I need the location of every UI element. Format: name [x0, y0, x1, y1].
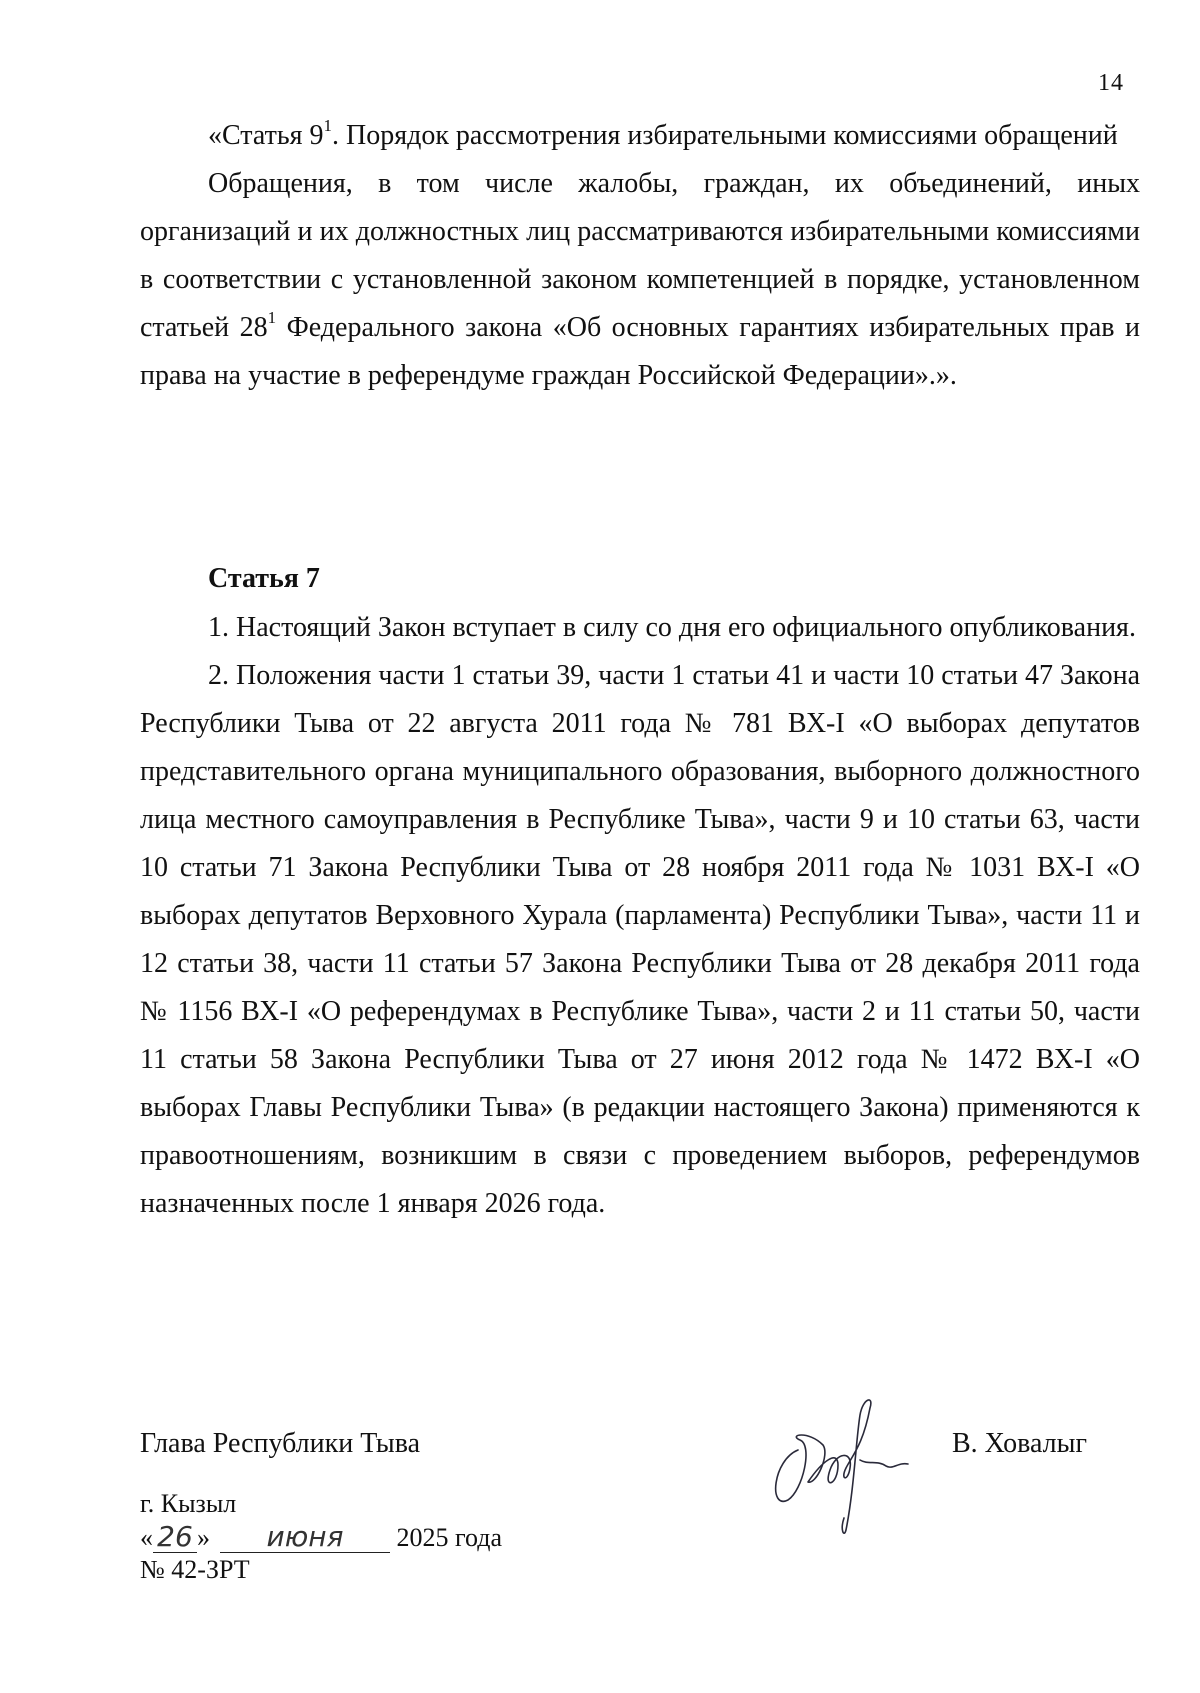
article-9-1-body: Обращения, в том числе жалобы, граждан, их объединений, иных организаций и их должностных лиц рассматриваются избирательными комиссиями в соответствии с установленной законом компетенцией в порядке, установленном статьей $28^1$ Федерального закона «Об основных гарантиях избирательных прав и права на участие в референдуме граждан Российской Федерации».». [140, 168, 1140, 391]
article-7-point-1: 1. Настоящий Закон вступает в силу со дня его официального опубликования. [208, 612, 1136, 643]
handwritten-signature [768, 1390, 928, 1540]
page-number: 14 [1098, 70, 1124, 96]
signing-date: « 26 » июня 2025 года [140, 1520, 503, 1553]
signer-name: В. Ховалыг [952, 1428, 1087, 1459]
article-7-heading: Статья 7 [208, 563, 320, 594]
position-title: Глава Республики Тыва [140, 1428, 421, 1459]
date-year: 2025 года [396, 1523, 503, 1552]
article-7-section [140, 604, 1140, 1228]
article-9-1-heading: «Статья $9^1$. Порядок рассмотрения избирательными комиссиями обращений [208, 116, 1118, 151]
law-number: № 42-ЗРТ [140, 1555, 250, 1584]
article-7-point-2: 2. Положения части 1 статьи 39, части 1 статьи 41 и части 10 статьи 47 Закона Республики Тыва от 22 августа 2011 года № 781 ВХ-I «О выборах депутатов представительного органа муниципального образования, выборного должностного лица местного самоуправления в Республике Тыва», части 9 и 10 статьи 63, части 10 статьи 71 Закона Республики Тыва от 28 ноября 2011 года № 1031 ВХ-I «О выборах депутатов Верховного Хурала (парламента) Республики Тыва», части 11 и 12 статьи 38, части 11 статьи 57 Закона Республики Тыва от 28 декабря 2011 года № 1156 ВХ-I «О референдумах в Республике Тыва», части 2 и 11 статьи 50, части 11 статьи 58 Закона Республики Тыва от 27 июня 2012 года № 1472 ВХ-I «О выборах Главы Республики Тыва» (в редакции настоящего Закона) применяются к правоотношениям, возникшим в связи с проведением выборов, референдумов назначенных после 1 января 2026 года. [140, 660, 1140, 1219]
date-day-handwritten: 26 [153, 1522, 197, 1553]
place-city: г. Кызыл [140, 1489, 237, 1518]
date-month-handwritten: июня [220, 1522, 390, 1553]
article-9-1-section [140, 112, 1140, 400]
